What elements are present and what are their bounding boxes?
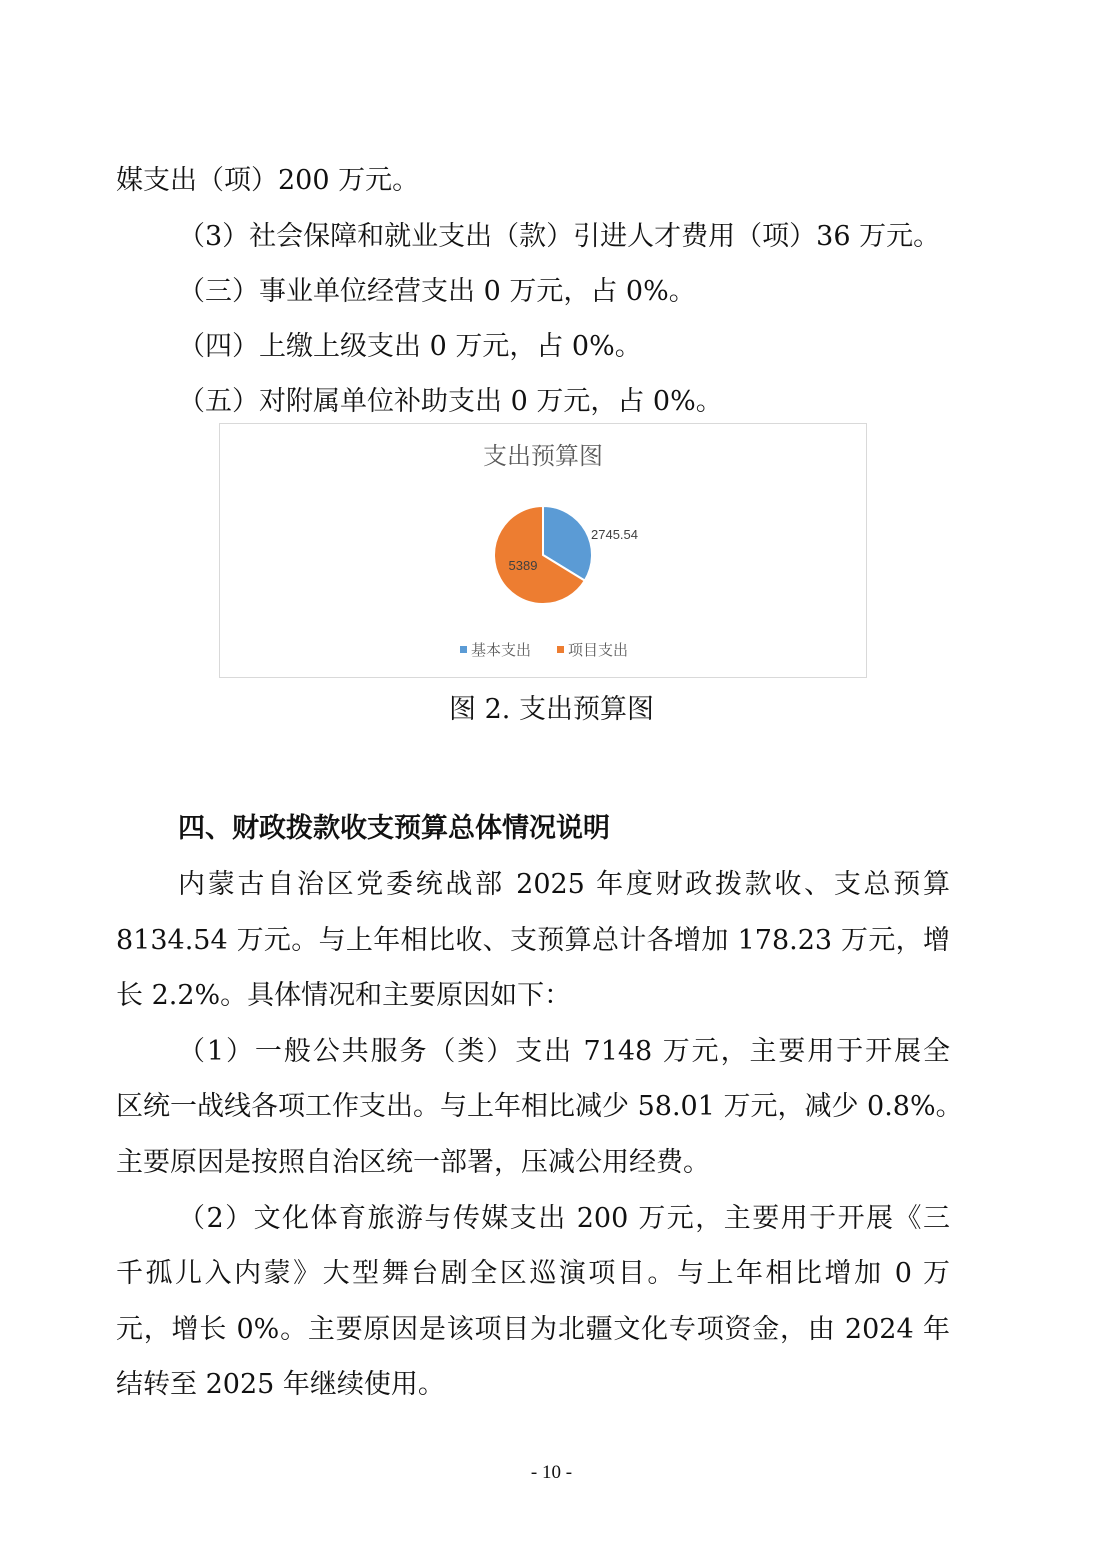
- legend-label: 项目支出: [568, 641, 629, 659]
- page-number: - 10 -: [530, 1462, 573, 1483]
- text-line: 媒支出（项）200 万元。: [116, 165, 420, 196]
- paragraph-line: 内蒙古自治区党委统战部 2025 年度财政拨款收、支总预算: [178, 869, 950, 900]
- text-line: （四）上缴上级支出 0 万元，占 0%。: [178, 331, 642, 362]
- legend-swatch: [557, 646, 564, 653]
- paragraph-line: 长 2.2%。具体情况和主要原因如下：: [116, 980, 572, 1011]
- pie-chart-svg: [220, 424, 866, 677]
- expense-budget-chart: [219, 423, 867, 678]
- section-heading: 四、财政拨款收支预算总体情况说明: [178, 813, 610, 844]
- paragraph-line: 元，增长 0%。主要原因是该项目为北疆文化专项资金，由 2024 年: [116, 1314, 950, 1345]
- paragraph-line: 8134.54 万元。与上年相比收、支预算总计各增加 178.23 万元，增: [116, 925, 950, 956]
- paragraph-line: 主要原因是按照自治区统一部署，压减公用经费。: [116, 1147, 710, 1178]
- text-line: （3）社会保障和就业支出（款）引进人才费用（项）36 万元。: [178, 221, 941, 252]
- paragraph-line: （2）文化体育旅游与传媒支出 200 万元，主要用于开展《三: [178, 1203, 950, 1234]
- text-line: （三）事业单位经营支出 0 万元，占 0%。: [178, 276, 696, 307]
- data-label: 2745.54: [591, 527, 638, 542]
- paragraph-line: 区统一战线各项工作支出。与上年相比减少 58.01 万元，减少 0.8%。: [116, 1091, 963, 1122]
- figure-caption: 图 2. 支出预算图: [449, 694, 654, 725]
- legend-label: 基本支出: [471, 641, 532, 659]
- paragraph-line: 结转至 2025 年继续使用。: [116, 1369, 445, 1400]
- paragraph-line: （1）一般公共服务（类）支出 7148 万元，主要用于开展全: [178, 1036, 950, 1067]
- chart-title: 支出预算图: [483, 442, 603, 470]
- text-line: （五）对附属单位补助支出 0 万元，占 0%。: [178, 386, 723, 417]
- legend-swatch: [460, 646, 467, 653]
- data-label: 5389: [508, 558, 538, 573]
- paragraph-line: 千孤儿入内蒙》大型舞台剧全区巡演项目。与上年相比增加 0 万: [116, 1258, 950, 1289]
